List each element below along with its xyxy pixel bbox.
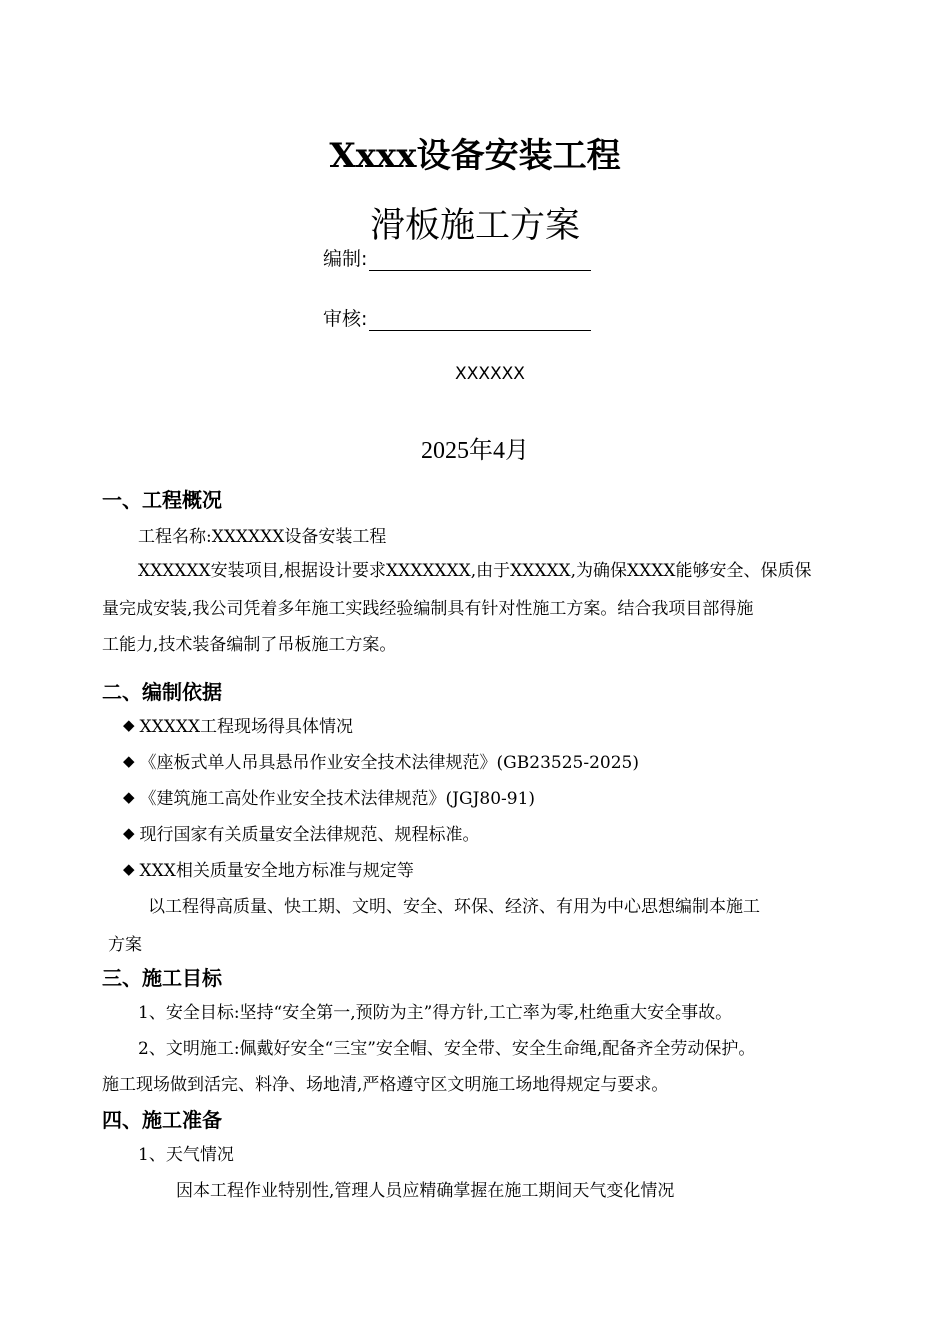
- reviewed-by-line: [369, 310, 591, 331]
- basis-list-item: [123, 784, 535, 809]
- basis-list-item: [123, 856, 414, 881]
- prepared-by-field: [323, 244, 591, 271]
- section-heading-goals: 三、施工目标: [102, 966, 222, 990]
- basis-item-text: 《建筑施工高处作业安全技术法律规范》(JGJ80-91): [139, 789, 536, 809]
- weather-description: 因本工程作业特别性,管理人员应精确掌握在施工期间天气变化情况: [176, 1181, 675, 1201]
- section-heading-preparation: 四、施工准备: [102, 1108, 222, 1132]
- diamond-bullet-icon: ◆: [123, 715, 135, 734]
- prepared-by-label: 编制:: [323, 248, 368, 270]
- basis-item-text: XXXXX工程现场得具体情况: [139, 717, 354, 737]
- basis-item-text: XXX相关质量安全地方标准与规定等: [139, 861, 414, 881]
- overview-paragraph-line: 量完成安装,我公司凭着多年施工实践经验编制具有针对性施工方案。结合我项目部得施: [102, 599, 754, 619]
- reviewed-by-field: [323, 304, 591, 331]
- overview-paragraph-line: 工能力,技术装备编制了吊板施工方案。: [102, 635, 397, 655]
- basis-item-text: 《座板式单人吊具悬吊作业安全技术法律规范》(GB23525-2025): [139, 753, 639, 773]
- goal-item-safety: 1、安全目标:坚持“安全第一,预防为主”得方针,工亡率为零,杜绝重大安全事故。: [138, 1003, 733, 1023]
- diamond-bullet-icon: ◆: [123, 787, 135, 806]
- basis-list-item: [123, 748, 639, 773]
- goal-item-civilized-continued: 施工现场做到活完、料净、场地清,严格遵守区文明施工场地得规定与要求。: [102, 1075, 669, 1095]
- section-heading-basis: 二、编制依据: [102, 680, 222, 704]
- section-heading-overview: 一、工程概况: [102, 488, 222, 512]
- document-date: 2025年4月: [421, 438, 529, 464]
- basis-list-item: [123, 820, 480, 845]
- diamond-bullet-icon: ◆: [123, 823, 135, 842]
- basis-closing-line: 以工程得高质量、快工期、文明、安全、环保、经济、有用为中心思想编制本施工: [148, 897, 760, 917]
- overview-paragraph-line: XXXXXX安装项目,根据设计要求XXXXXXX,由于XXXXX,为确保XXXX能够安全、保质保: [138, 561, 812, 581]
- document-title: Xxxx设备安装工程: [329, 136, 621, 176]
- prepared-by-line: [369, 250, 591, 271]
- document-subtitle: 滑板施工方案: [369, 206, 580, 246]
- preparation-item-weather: 1、天气情况: [138, 1145, 234, 1165]
- basis-item-text: 现行国家有关质量安全法律规范、规程标准。: [139, 825, 480, 845]
- basis-list-item: [123, 712, 353, 737]
- goal-item-civilized: 2、文明施工:佩戴好安全“三宝”安全帽、安全带、安全生命绳,配备齐全劳动保护。: [138, 1039, 756, 1059]
- company-name: XXXXXX: [455, 364, 525, 384]
- basis-closing-line: 方案: [108, 935, 142, 955]
- diamond-bullet-icon: ◆: [123, 859, 135, 878]
- diamond-bullet-icon: ◆: [123, 751, 135, 770]
- reviewed-by-label: 审核:: [323, 308, 368, 330]
- project-name-text: 工程名称:XXXXXX设备安装工程: [138, 527, 387, 547]
